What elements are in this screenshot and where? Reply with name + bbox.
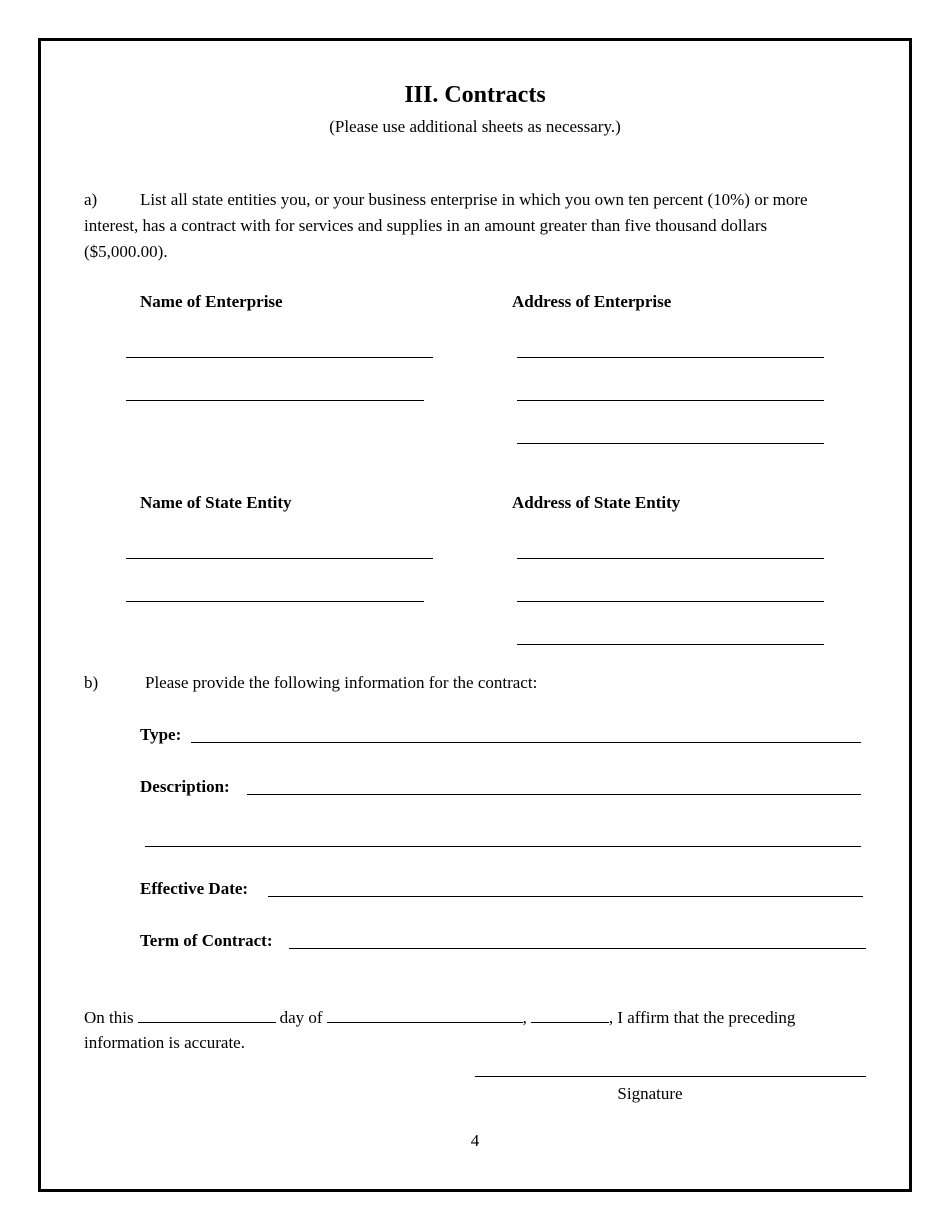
enterprise-name-line-2[interactable]: [126, 400, 424, 401]
affirmation-statement: , I affirm that the preceding: [608, 1008, 796, 1027]
state-entity-name-line-2[interactable]: [126, 601, 424, 602]
affirmation-comma: ,: [522, 1008, 527, 1027]
part-a-text: List all state entities you, or your business enterprise in which you own ten percent (10%) or more interest, has a contract with for services and supplies in an amount greater than five thousand dollars ($5,000.00).: [84, 190, 808, 261]
part-a-marker: a): [84, 190, 98, 209]
enterprise-name-line-1[interactable]: [126, 357, 433, 358]
effective-date-label: Effective Date:: [140, 879, 249, 898]
term-of-contract-field[interactable]: [289, 948, 866, 949]
affirmation-day-of: day of: [279, 1008, 323, 1027]
affirmation-year-field[interactable]: [531, 1008, 609, 1023]
type-field[interactable]: [191, 742, 861, 743]
affirmation-line-1: [84, 1008, 795, 1028]
page-number: 4: [470, 1131, 480, 1150]
state-entity-address-line-3[interactable]: [517, 644, 824, 645]
enterprise-address-heading: Address of Enterprise: [512, 292, 672, 311]
affirmation-day-field[interactable]: [138, 1008, 276, 1023]
enterprise-address-line-1[interactable]: [517, 357, 824, 358]
state-entity-address-line-2[interactable]: [517, 601, 824, 602]
effective-date-field[interactable]: [268, 896, 863, 897]
state-entity-name-heading: Name of State Entity: [140, 493, 292, 512]
description-field-line-1[interactable]: [247, 794, 861, 795]
part-b-marker: b): [84, 673, 99, 692]
state-entity-address-heading: Address of State Entity: [512, 493, 681, 512]
signature-label: Signature: [617, 1084, 683, 1103]
enterprise-address-line-3[interactable]: [517, 443, 824, 444]
affirmation-on-this: On this: [84, 1008, 134, 1027]
description-field-line-2[interactable]: [145, 846, 861, 847]
section-subtitle: (Please use additional sheets as necessary.): [329, 117, 621, 136]
type-label: Type:: [140, 725, 182, 744]
affirmation-line-2: information is accurate.: [84, 1033, 245, 1052]
signature-line[interactable]: [475, 1076, 866, 1077]
state-entity-name-line-1[interactable]: [126, 558, 433, 559]
state-entity-address-line-1[interactable]: [517, 558, 824, 559]
enterprise-address-line-2[interactable]: [517, 400, 824, 401]
term-of-contract-label: Term of Contract:: [140, 931, 273, 950]
section-title: III. Contracts: [404, 82, 546, 108]
enterprise-name-heading: Name of Enterprise: [140, 292, 283, 311]
part-b-text: Please provide the following information for the contract:: [145, 673, 538, 692]
description-label: Description:: [140, 777, 230, 796]
affirmation-month-field[interactable]: [327, 1008, 523, 1023]
part-a-instructions: [84, 187, 854, 265]
